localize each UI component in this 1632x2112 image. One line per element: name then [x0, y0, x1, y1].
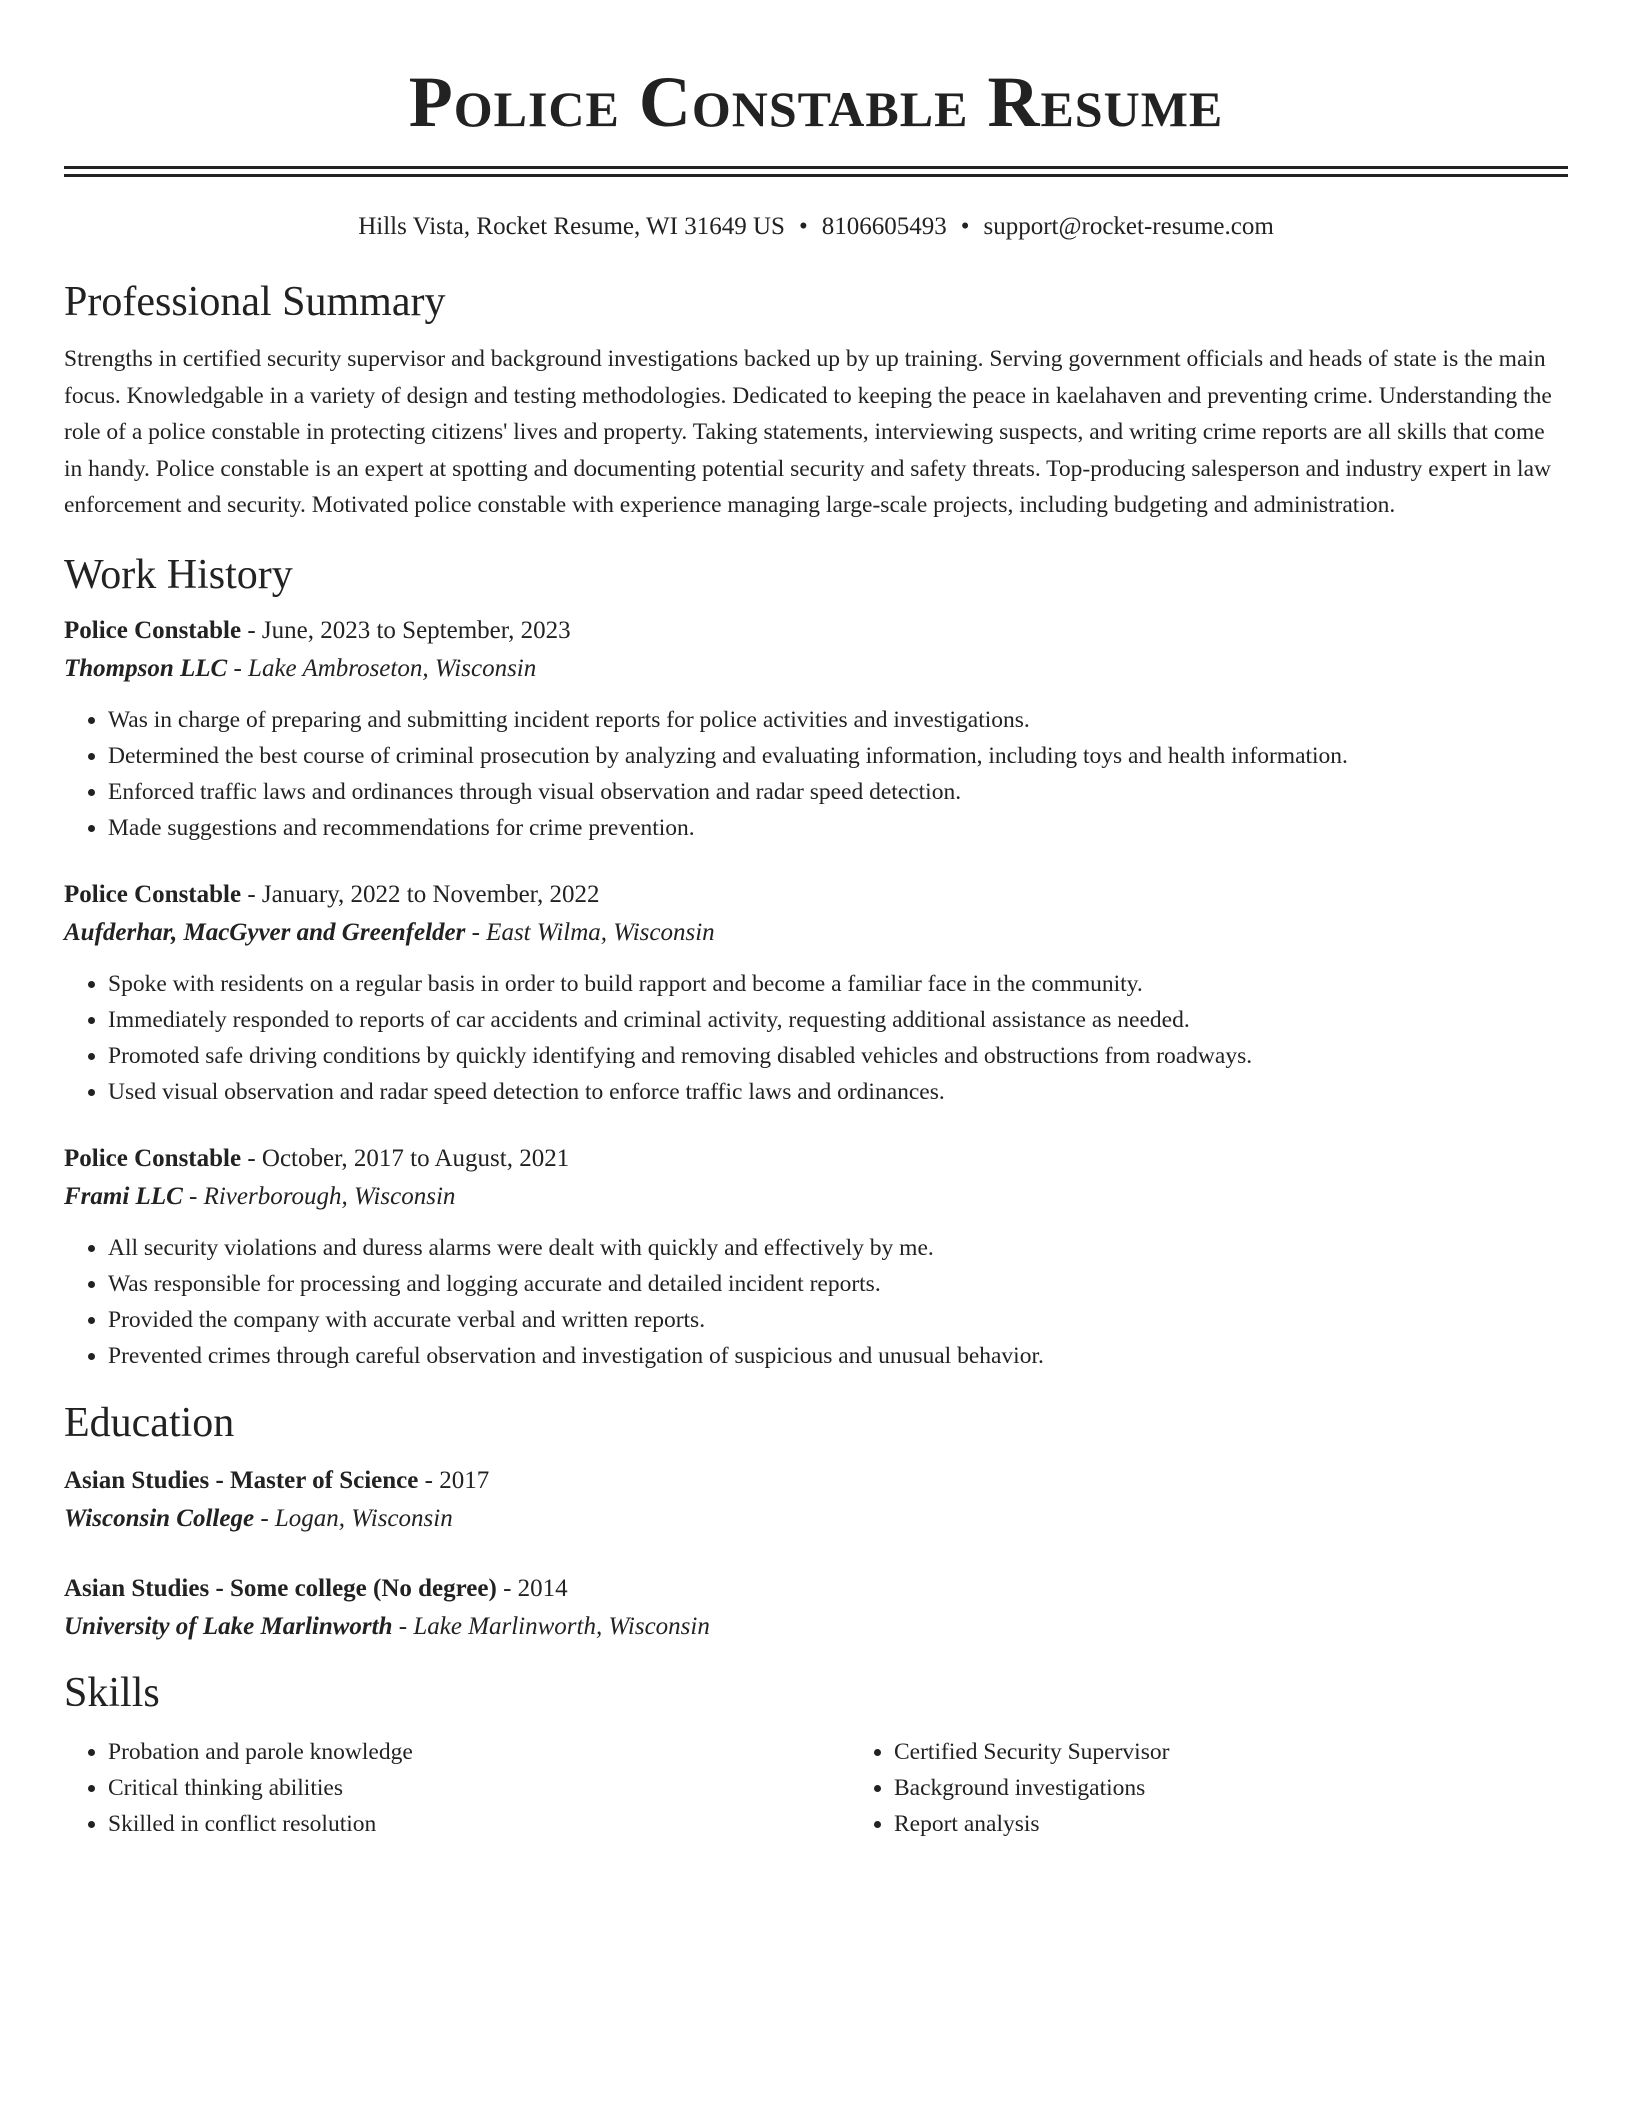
- education-location: - Logan, Wisconsin: [254, 1504, 453, 1532]
- job-bullets: [64, 966, 1568, 1110]
- job-org-line: [64, 1178, 1568, 1216]
- job-location: - Lake Ambroseton, Wisconsin: [227, 654, 537, 682]
- list-item: • Background investigations: [894, 1770, 1169, 1806]
- job-location: - East Wilma, Wisconsin: [465, 918, 715, 946]
- job-title-line: [64, 612, 1568, 650]
- list-item: • Promoted safe driving conditions by quickly identifying and removing disabled vehicles and obstructions from roadways.: [108, 1038, 1568, 1074]
- job-dates: - January, 2022 to November, 2022: [241, 880, 600, 908]
- education-entry: [64, 1570, 1568, 1646]
- contact-address: Hills Vista, Rocket Resume, WI 31649 US: [358, 213, 785, 240]
- list-item: • Immediately responded to reports of car accidents and criminal activity, requesting additional assistance as needed.: [108, 1002, 1568, 1038]
- list-item: • Made suggestions and recommendations for crime prevention.: [108, 810, 1568, 846]
- skills-columns: [64, 1734, 1568, 1842]
- education-school: Wisconsin College: [64, 1504, 255, 1532]
- summary-heading: Professional Summary: [64, 279, 446, 325]
- job-entry: [64, 612, 1568, 846]
- job-company: Aufderhar, MacGyver and Greenfelder: [64, 918, 466, 946]
- job-dates: - June, 2023 to September, 2023: [241, 616, 571, 644]
- list-item: • Probation and parole knowledge: [108, 1734, 850, 1770]
- education-heading: Education: [64, 1399, 235, 1446]
- list-item: • Provided the company with accurate verbal and written reports.: [108, 1302, 1568, 1338]
- education-year: - 2014: [496, 1574, 568, 1602]
- job-location: - Riverborough, Wisconsin: [182, 1182, 456, 1210]
- skills-section: [64, 1668, 1568, 1842]
- job-org-line: [64, 650, 1568, 688]
- education-school-line: [64, 1608, 1568, 1646]
- job-title: Police Constable: [64, 616, 242, 644]
- job-title: Police Constable: [64, 880, 242, 908]
- education-section: [64, 1398, 1568, 1646]
- list-item: • Was in charge of preparing and submitting incident reports for police activities and investigations.: [108, 702, 1568, 738]
- education-degree: Asian Studies - Some college (No degree): [64, 1574, 497, 1602]
- job-title: Police Constable: [64, 1144, 242, 1172]
- list-item: • Skilled in conflict resolution: [108, 1806, 850, 1842]
- list-item: • Determined the best course of criminal prosecution by analyzing and evaluating information, including toys and health information.: [108, 738, 1568, 774]
- job-company: Frami LLC: [64, 1182, 183, 1210]
- job-title-line: [64, 1140, 1568, 1178]
- skills-list-left: [64, 1734, 850, 1842]
- work-history-heading: Work History: [64, 551, 293, 598]
- list-item: • All security violations and duress alarms were dealt with quickly and effectively by me.: [108, 1230, 1568, 1266]
- contact-separator: •: [960, 213, 970, 240]
- skills-heading: Skills: [64, 1669, 160, 1716]
- education-school-line: [64, 1500, 1568, 1538]
- contact-separator: •: [798, 213, 808, 240]
- list-item: • Critical thinking abilities: [108, 1770, 850, 1806]
- education-degree-line: [64, 1462, 1568, 1500]
- contact-line: [64, 211, 1568, 243]
- education-year: - 2017: [418, 1466, 490, 1494]
- job-bullets: [64, 702, 1568, 846]
- list-item: • Certified Security Supervisor: [894, 1734, 1169, 1770]
- job-entry: [64, 1140, 1568, 1374]
- education-location: - Lake Marlinworth, Wisconsin: [392, 1612, 710, 1640]
- job-dates: - October, 2017 to August, 2021: [241, 1144, 570, 1172]
- education-entry: [64, 1462, 1568, 1538]
- education-school: University of Lake Marlinworth: [64, 1612, 393, 1640]
- work-history-section: [64, 550, 1568, 1374]
- education-degree: Asian Studies - Master of Science: [64, 1466, 419, 1494]
- contact-email: support@rocket-resume.com: [983, 213, 1274, 240]
- education-degree-line: [64, 1570, 1568, 1608]
- summary-text: Strengths in certified security supervisor and background investigations backed up by up training. Serving government officials and heads of state is the main focus. Knowledgable in a variety of design and testing methodologies. Dedicated to keeping the peace in kaelahaven and preventing crime. Understanding the role of a police constable in protecting citizens' lives and property. Taking statements, interviewing suspects, and writing crime reports are all skills that come in handy. Police constable is an expert at spotting and documenting potential security and safety threats. Top-producing salesperson and industry expert in law enforcement and security. Motivated police constable with experience managing large-scale projects, including budgeting and administration.: [64, 346, 1552, 518]
- title-divider-thick: [64, 166, 1568, 169]
- resume-title: Police Constable Resume: [408, 62, 1224, 142]
- list-item: • Report analysis: [894, 1806, 1169, 1842]
- job-org-line: [64, 914, 1568, 952]
- title-divider-thin: [64, 174, 1568, 177]
- list-item: • Was responsible for processing and logging accurate and detailed incident reports.: [108, 1266, 1568, 1302]
- list-item: • Prevented crimes through careful observation and investigation of suspicious and unusual behavior.: [108, 1338, 1568, 1374]
- job-title-line: [64, 876, 1568, 914]
- job-bullets: [64, 1230, 1568, 1374]
- list-item: • Spoke with residents on a regular basis in order to build rapport and become a familiar face in the community.: [108, 966, 1568, 1002]
- skills-list-right: [850, 1734, 1169, 1842]
- summary-section: [64, 277, 1568, 524]
- list-item: • Used visual observation and radar speed detection to enforce traffic laws and ordinances.: [108, 1074, 1568, 1110]
- list-item: • Enforced traffic laws and ordinances through visual observation and radar speed detection.: [108, 774, 1568, 810]
- job-entry: [64, 876, 1568, 1110]
- job-company: Thompson LLC: [64, 654, 228, 682]
- contact-phone: 8106605493: [821, 213, 947, 240]
